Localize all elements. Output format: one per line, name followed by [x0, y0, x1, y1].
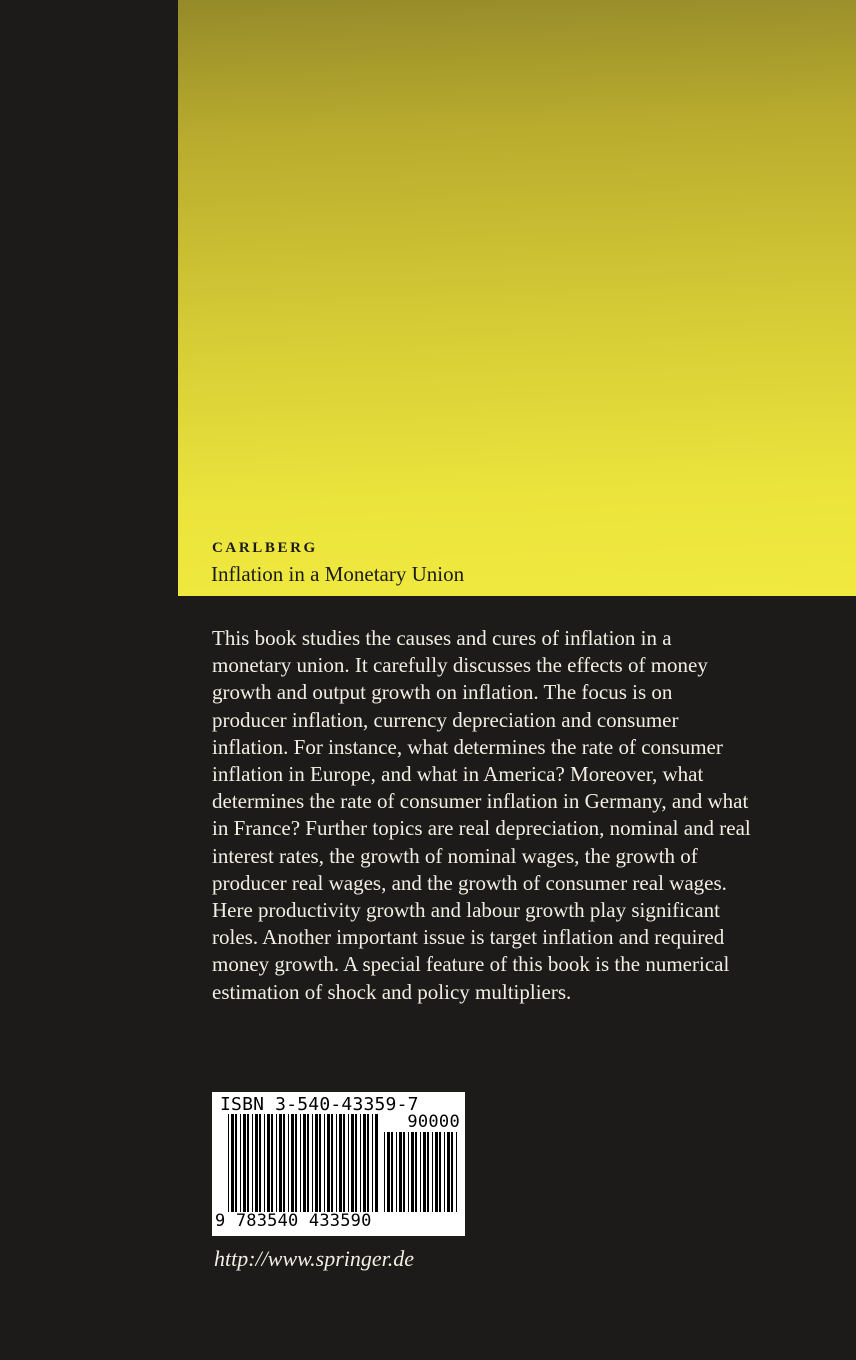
barcode-bar: [228, 1114, 229, 1212]
barcode-bar: [276, 1114, 277, 1212]
author-name: CARLBERG: [212, 540, 318, 556]
barcode-bar: [348, 1114, 349, 1212]
book-description: [212, 625, 792, 1006]
barcode-bar: [291, 1114, 294, 1212]
barcode-bar: [451, 1132, 453, 1212]
barcode-bar: [439, 1132, 441, 1212]
barcode-bar: [435, 1132, 438, 1212]
barcode-bar: [315, 1114, 318, 1212]
barcode-bar: [300, 1114, 301, 1212]
barcode-bar: [387, 1132, 390, 1212]
isbn-barcode: [212, 1092, 465, 1236]
barcode-bar: [247, 1114, 249, 1212]
barcode-bar: [447, 1132, 450, 1212]
barcode-bar: [324, 1114, 325, 1212]
barcode-bar: [423, 1132, 426, 1212]
barcode-bar: [264, 1114, 265, 1212]
barcode-bar: [384, 1132, 385, 1212]
barcode-bar: [411, 1132, 414, 1212]
barcode-bar: [279, 1114, 282, 1212]
barcode-bar: [363, 1114, 366, 1212]
barcode-bar: [271, 1114, 273, 1212]
barcode-bar: [351, 1114, 354, 1212]
barcode-bar: [396, 1132, 397, 1212]
barcode-bar: [336, 1114, 337, 1212]
isbn-label: ISBN 3-540-43359-7: [220, 1094, 419, 1115]
barcode-bar: [372, 1114, 373, 1212]
barcode-bar: [408, 1132, 409, 1212]
description-line: estimation of shock and policy multipliers.: [212, 979, 572, 1004]
barcode-bar: [355, 1114, 357, 1212]
barcode-bar: [391, 1132, 393, 1212]
barcode-bar: [343, 1114, 345, 1212]
book-spine: [0, 0, 178, 1360]
description-line: This book studies the causes and cures of inflation in a: [212, 626, 672, 650]
description-line: monetary union. It carefully discusses the effects of money: [212, 653, 708, 678]
barcode-bar: [259, 1114, 261, 1212]
cover-color-panel: [178, 0, 856, 596]
barcode-bar: [231, 1114, 234, 1212]
barcode-bar: [331, 1114, 333, 1212]
barcode-bar: [235, 1114, 237, 1212]
description-line: growth and output growth on inflation. The focus is on: [212, 680, 673, 705]
barcode-bar: [295, 1114, 297, 1212]
barcode-bar: [312, 1114, 313, 1212]
barcode-bar: [339, 1114, 342, 1212]
barcode-bar: [420, 1132, 421, 1212]
barcode-bar: [432, 1132, 433, 1212]
barcode-bar: [252, 1114, 253, 1212]
barcode-bar: [327, 1114, 330, 1212]
description-line: Here productivity growth and labour growth play significant: [212, 898, 720, 923]
barcode-bar: [375, 1114, 378, 1212]
barcode-bar: [240, 1114, 241, 1212]
description-line: producer inflation, currency depreciation and consumer: [212, 707, 679, 732]
barcode-bar: [456, 1132, 457, 1212]
description-line: in France? Further topics are real depreciation, nominal and real: [212, 816, 751, 841]
description-line: inflation in Europe, and what in America? Moreover, what: [212, 762, 704, 787]
barcode-bar: [255, 1114, 258, 1212]
barcode-bar: [319, 1114, 321, 1212]
description-line: roles. Another important issue is target inflation and required: [212, 925, 725, 950]
barcode-bar: [360, 1114, 361, 1212]
book-title: Inflation in a Monetary Union: [211, 562, 465, 586]
barcode-bar: [243, 1114, 246, 1212]
description-line: interest rates, the growth of nominal wages, the growth of: [212, 843, 698, 868]
barcode-bar: [288, 1114, 289, 1212]
barcode-bar: [267, 1114, 270, 1212]
barcode-bar: [307, 1114, 309, 1212]
ean-number: 9 783540 433590: [215, 1211, 372, 1231]
barcode-bar: [303, 1114, 306, 1212]
barcode-bar: [427, 1132, 429, 1212]
barcode-bar: [444, 1132, 445, 1212]
publisher-url: http://www.springer.de: [214, 1246, 415, 1271]
description-line: inflation. For instance, what determines the rate of consumer: [212, 734, 723, 759]
barcode-bar: [415, 1132, 417, 1212]
description-line: money growth. A special feature of this book is the numerical: [212, 952, 730, 977]
barcode-bar: [367, 1114, 369, 1212]
price-code: 90000: [407, 1112, 460, 1132]
description-line: determines the rate of consumer inflation in Germany, and what: [212, 789, 749, 814]
barcode-bar: [403, 1132, 405, 1212]
barcode-bar: [283, 1114, 285, 1212]
barcode-bar: [399, 1132, 402, 1212]
description-line: producer real wages, and the growth of consumer real wages.: [212, 870, 727, 895]
